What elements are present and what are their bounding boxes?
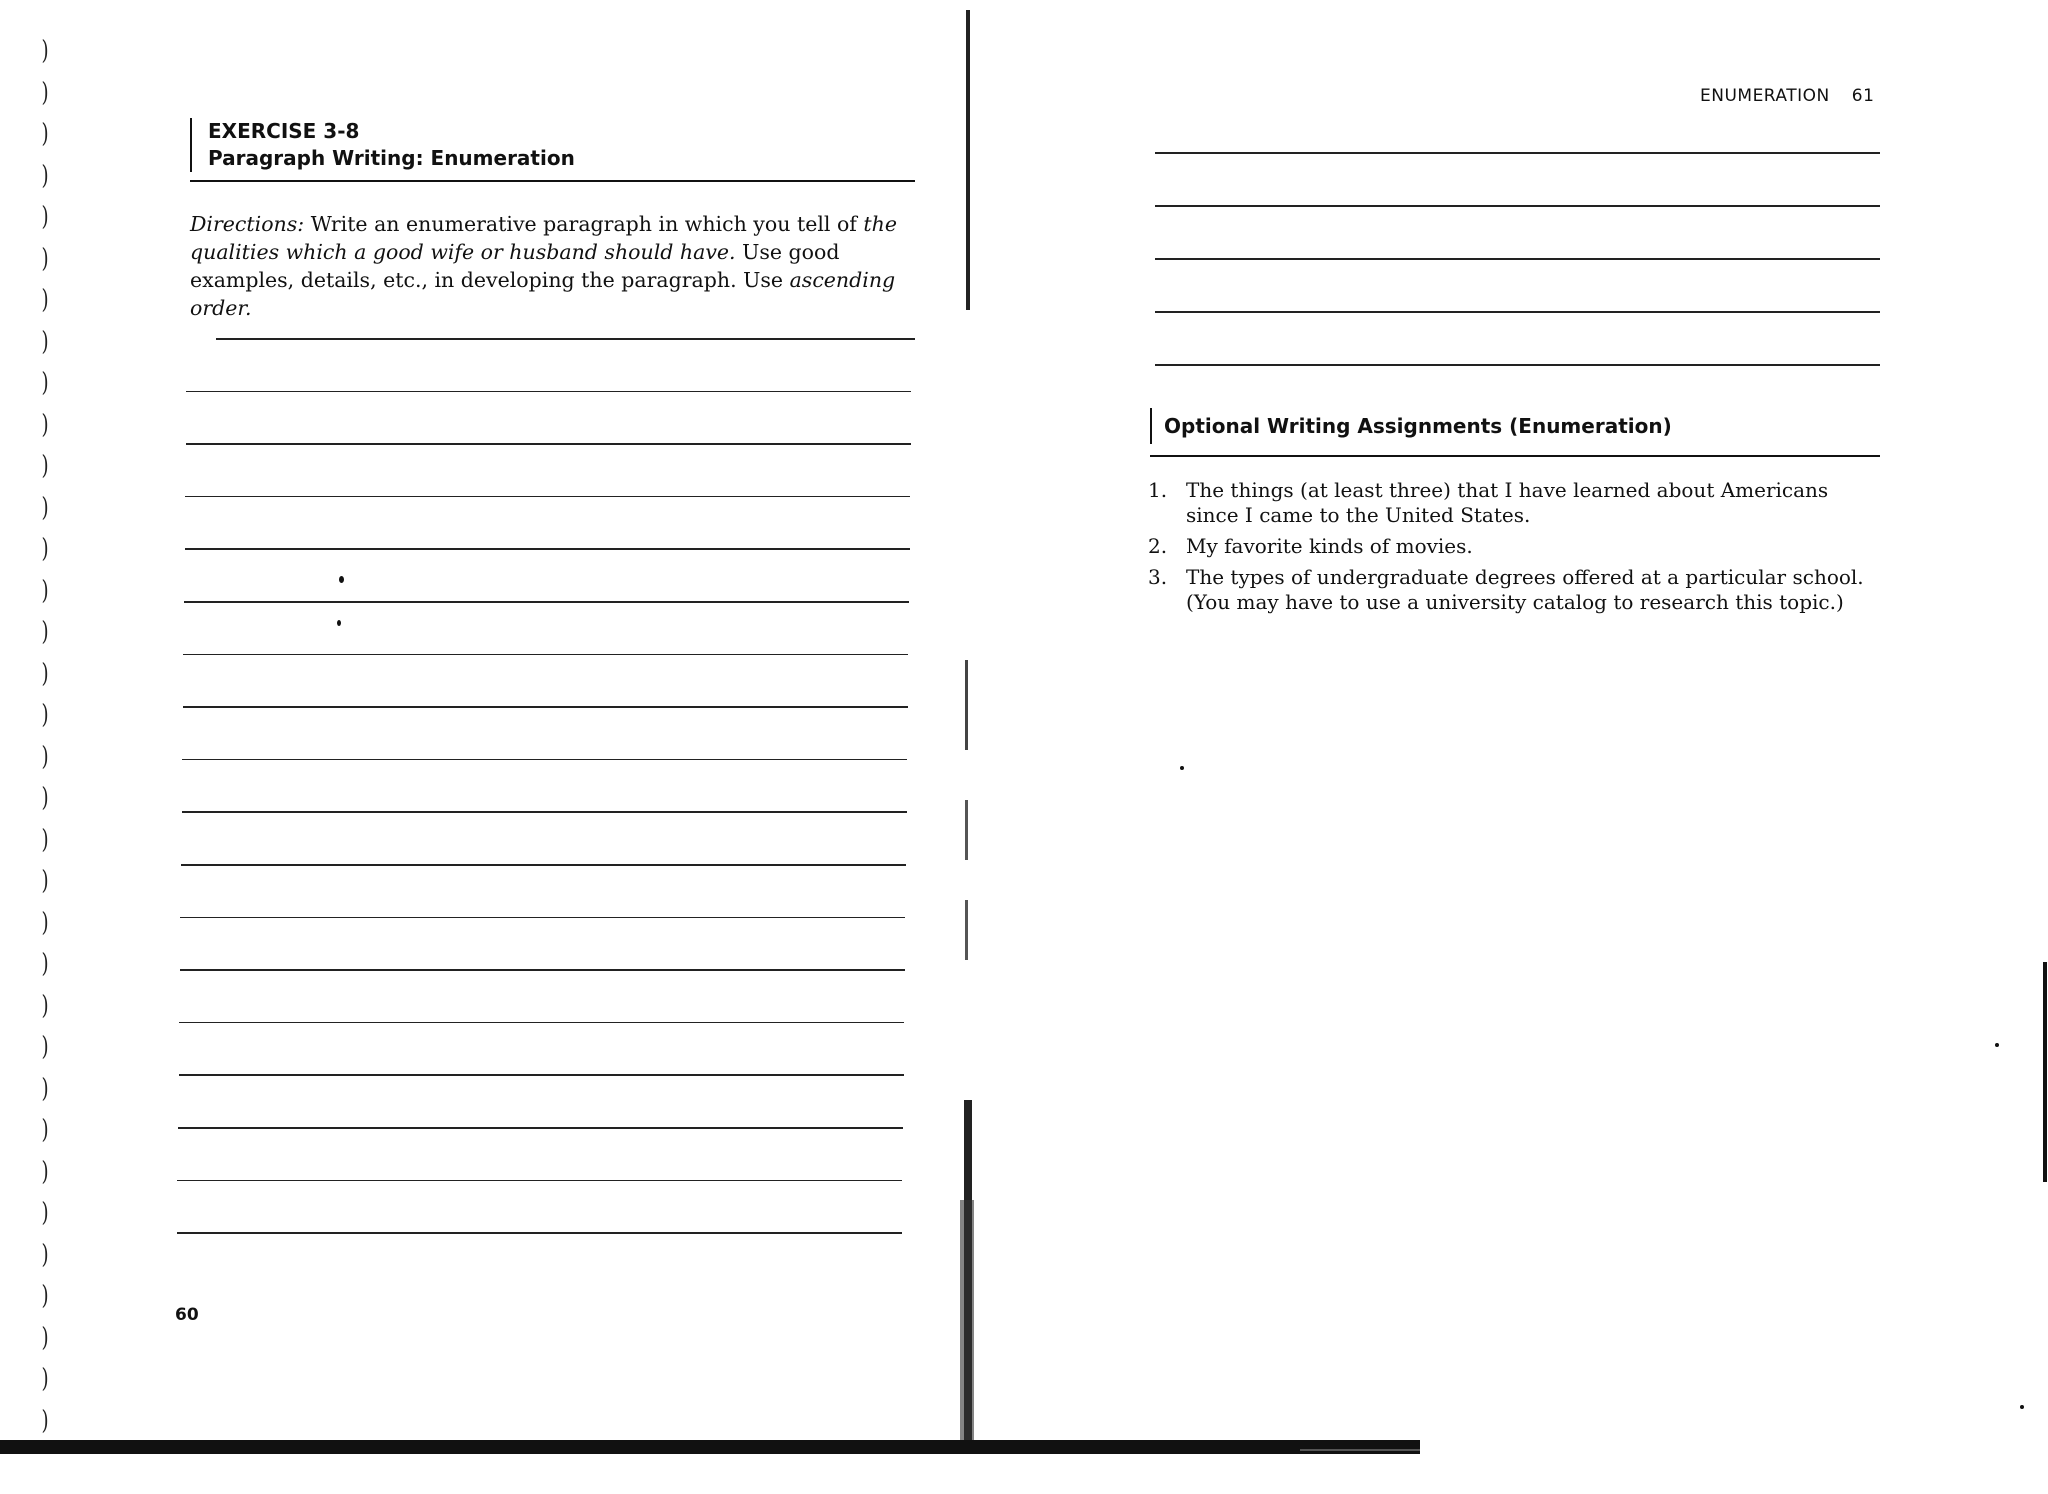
directions-emphasis-1: the qualities which a good wife or husband should have.: [190, 212, 897, 264]
answer-line: [185, 548, 910, 550]
binding-hole-mark: ): [41, 1364, 49, 1394]
directions-text-1: Write an enumerative paragraph in which you tell of: [304, 212, 864, 236]
answer-line: [182, 759, 907, 761]
answer-line: [1155, 258, 1880, 260]
binding-hole-mark: ): [41, 658, 49, 689]
answer-line: [179, 1022, 904, 1024]
binding-hole-mark: ): [41, 1239, 49, 1270]
binding-hole-mark: ): [41, 202, 49, 232]
answer-line: [1155, 205, 1880, 207]
answer-line: [181, 864, 906, 866]
binding-hole-mark: ): [41, 907, 49, 938]
exercise-heading: [190, 118, 575, 172]
scan-speck: [2020, 1405, 2024, 1409]
binding-hole-mark: ): [41, 824, 49, 855]
binding-hole-mark: ): [41, 990, 49, 1021]
binding-hole-mark: ): [41, 1073, 49, 1104]
optional-heading: Optional Writing Assignments (Enumeration): [1164, 414, 1672, 438]
binding-hole-mark: ): [41, 119, 49, 149]
exercise-title: Paragraph Writing: Enumeration: [208, 146, 575, 170]
answer-line: [216, 338, 915, 340]
optional-heading-box: [1150, 408, 1672, 444]
binding-hole-mark: ): [41, 1322, 49, 1353]
binding-hole-mark: ): [41, 492, 49, 523]
answer-line: [182, 811, 907, 813]
assignment-item: [1148, 565, 1878, 615]
scan-edge-shadow: [2043, 962, 2047, 1182]
answer-line: [1155, 364, 1880, 366]
assignment-item: [1148, 478, 1878, 528]
binding-hole-mark: ): [41, 243, 49, 274]
scan-speck: [1180, 766, 1184, 770]
answer-line: [1155, 152, 1880, 154]
assignment-item: [1148, 534, 1878, 559]
left-page: [0, 0, 965, 1460]
binding-hole-mark: ): [41, 866, 49, 896]
answer-line: [180, 969, 905, 971]
assignment-number: 1.: [1148, 478, 1168, 502]
binding-hole-mark: ): [41, 741, 49, 772]
directions-emphasis-2: ascending order.: [190, 268, 896, 320]
assignment-list: [1148, 478, 1878, 621]
binding-hole-mark: ): [41, 575, 49, 606]
page-number-left: 60: [175, 1305, 199, 1325]
assignment-text: My favorite kinds of movies.: [1186, 534, 1473, 558]
binding-hole-mark: ): [41, 783, 49, 813]
answer-line: [180, 917, 905, 919]
answer-line: [1155, 311, 1880, 313]
answer-line: [183, 654, 908, 656]
binding-hole-mark: ): [41, 451, 49, 481]
binding-hole-mark: ): [41, 326, 49, 357]
exercise-number: EXERCISE 3-8: [208, 119, 360, 143]
answer-line: [184, 601, 909, 603]
answer-line: [186, 391, 911, 393]
binding-hole-mark: ): [41, 36, 49, 66]
heading-rule: [190, 180, 915, 182]
scan-speck: [339, 576, 344, 583]
binding-hole-mark: ): [41, 1032, 49, 1062]
binding-hole-mark: ): [41, 1281, 49, 1311]
answer-line: [179, 1074, 904, 1076]
directions-text-2: Use good examples, details, etc., in developing the paragraph. Use: [190, 240, 840, 292]
right-page: [965, 0, 2048, 1460]
binding-hole-mark: ): [41, 534, 49, 564]
answer-line: [183, 706, 908, 708]
binding-hole-mark: ): [41, 160, 49, 191]
directions: [190, 210, 920, 322]
binding-hole-mark: ): [41, 700, 49, 730]
running-head: [1700, 86, 1874, 106]
scan-speck: [1995, 1043, 1999, 1047]
directions-label: Directions:: [190, 212, 305, 236]
binding-hole-mark: ): [41, 617, 49, 647]
binding-hole-mark: ): [41, 949, 49, 979]
binding-hole-mark: ): [41, 368, 49, 398]
scan-speck: [337, 620, 341, 626]
assignment-number: 2.: [1148, 534, 1168, 558]
binding-hole-mark: ): [41, 409, 49, 440]
binding-hole-mark: ): [41, 1156, 49, 1187]
assignment-number: 3.: [1148, 565, 1168, 589]
binding-hole-mark: ): [41, 285, 49, 315]
assignment-text: The types of undergraduate degrees offered at a particular school. (You may have to use a university catalog to research this topic.): [1186, 565, 1864, 614]
answer-line: [178, 1127, 903, 1129]
answer-line: [177, 1232, 902, 1234]
answer-line: [186, 443, 911, 445]
binding-hole-mark: ): [41, 1405, 49, 1436]
answer-line: [177, 1180, 902, 1182]
answer-line: [185, 496, 910, 498]
optional-heading-rule: [1150, 455, 1880, 457]
binding-hole-mark: ): [41, 1115, 49, 1145]
page-number-right: 61: [1851, 86, 1875, 106]
binding-hole-mark: ): [41, 1198, 49, 1228]
running-head-title: ENUMERATION: [1700, 86, 1830, 106]
assignment-text: The things (at least three) that I have learned about Americans since I came to the United States.: [1186, 478, 1829, 527]
binding-hole-mark: ): [41, 77, 49, 108]
